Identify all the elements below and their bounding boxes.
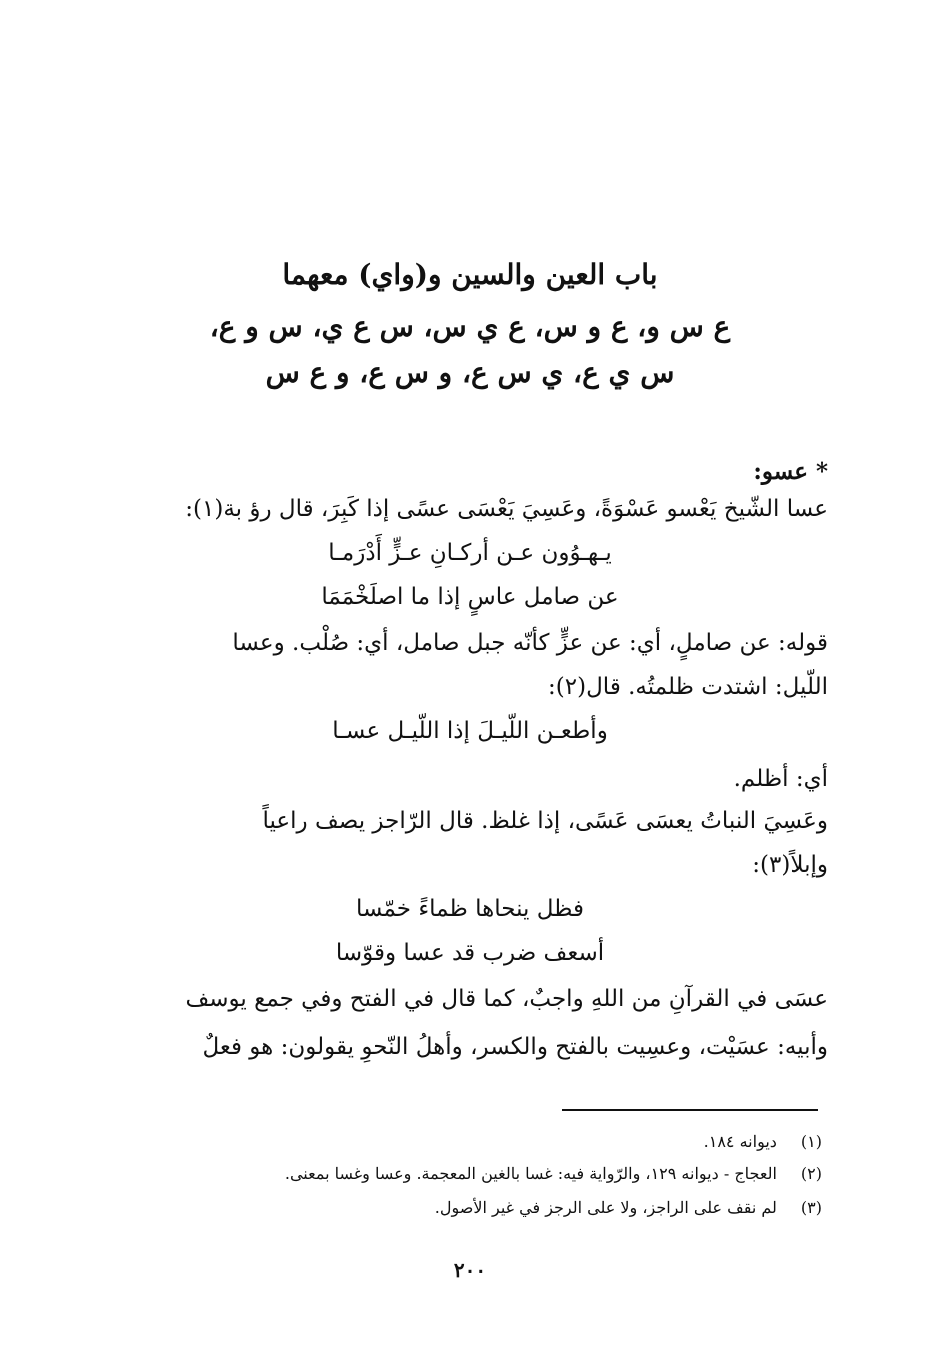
verse-1: يـهـوُون عـن أركـانِ عـزٍّ أَدْرَمـا [328,540,612,566]
entry-line-7: عسَى في القرآنِ من اللهِ واجبٌ، كما قال في الفتح وفي جمع يوسف [185,986,828,1012]
footnote-text: لم نقف على الراجز، ولا على الرجز في غير الأصول. [434,1198,777,1217]
footnote-text: ديوانه ١٨٤. [703,1132,777,1151]
chapter-letters-line-1: ع س و، ع و س، ع ي س، س ع ي، س و ع، [209,310,731,343]
footnote-separator [562,1109,818,1111]
footnote-number: (٢) [800,1164,822,1183]
footnote-1 [704,1132,822,1151]
entry-line-4: أي: أظلم. [733,766,828,792]
page-number: ٢٠٠ [453,1258,487,1282]
footnote-3 [435,1198,822,1217]
entry-line-5: وعَسِيَ النباتُ يعسَى عَسًى، إذا غلظ. قال الرّاجز يصف راعياً [262,808,828,834]
entry-line-2: قوله: عن صاملٍ، أي: عن عزٍّ كأنّه جبل صامل، أي: صُلْب. وعسا [232,630,828,656]
verse-2: عن صامل عاسٍ إذا ما اصلَخْمَمَا [321,584,619,610]
chapter-title: باب العين والسين و(واي) معهما [282,258,658,291]
footnote-number: (٣) [800,1198,822,1217]
entry-line-3: اللّيل: اشتدت ظلمتُه. قال(٢): [548,674,828,700]
footnote-2 [285,1164,822,1183]
footnote-number: (١) [800,1132,822,1151]
entry-headword: * عسو: [753,458,828,485]
entry-line-8: وأبيه: عسَيْت، وعسِيت بالفتح والكسر، وأهلُ النّحوِ يقولون: هو فعلٌ [202,1034,828,1060]
verse-4: فظل ينحاها ظماءً خمّسا [355,896,584,922]
chapter-letters-line-2: س ي ع، ي س ع، و س ع، و ع س [265,356,675,389]
entry-line-1: عسا الشّيخ يَعْسو عَسْوَةً، وعَسِيَ يَعْسَى عسًى إذا كَبِرَ، قال رؤ بة(١): [185,496,828,522]
footnote-text: العجاج - ديوانه ١٢٩، والرّواية فيه: غسا بالغين المعجمة. وعسا وغسا بمعنى. [284,1164,777,1183]
verse-3: وأطعـن اللّيـلَ إذا اللّيـل عسـا [332,718,608,744]
verse-5: أسعف ضرب قد عسا وقوّسا [335,940,605,966]
entry-line-6: وإبلاً(٣): [752,852,828,878]
